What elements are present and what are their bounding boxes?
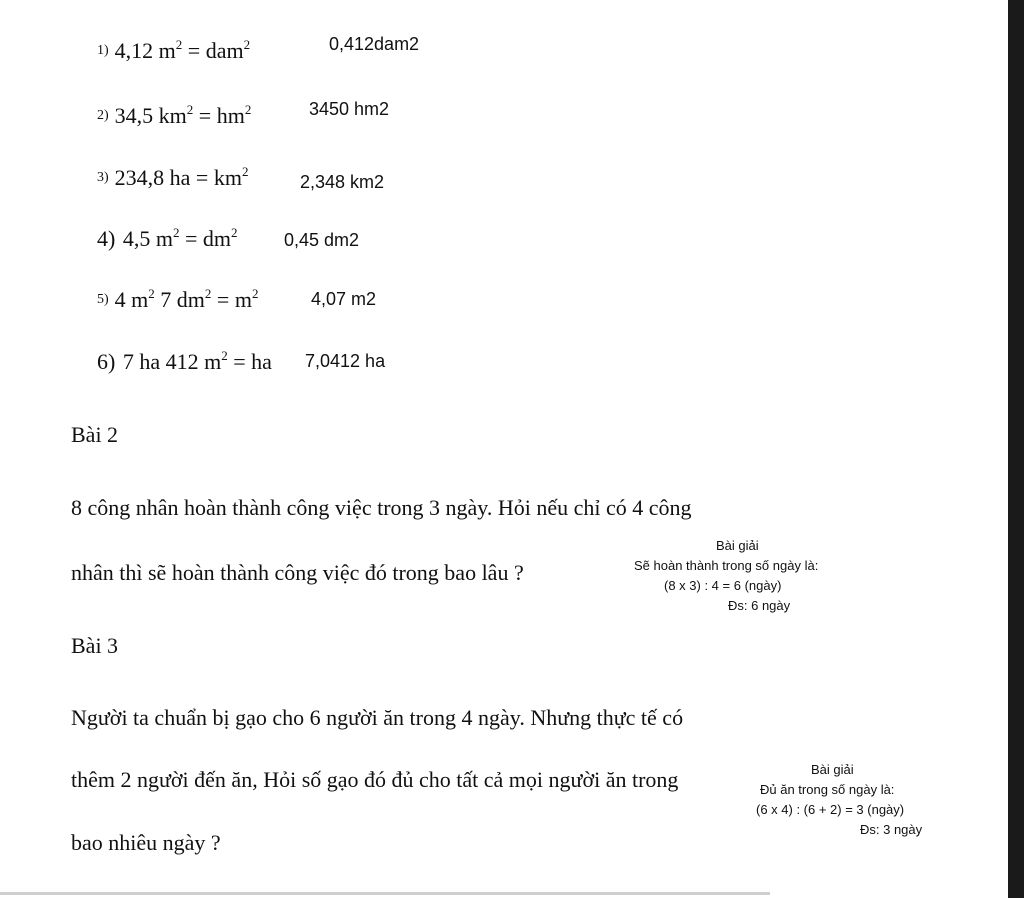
exercise1-item-5 <box>97 287 258 313</box>
solution-answer: Đs: 3 ngày <box>860 822 923 837</box>
item-lhs: 4 m <box>114 287 149 312</box>
item-rhs: 7 dm <box>154 287 205 312</box>
solution-line-2: (8 x 3) : 4 = 6 (ngày) <box>664 578 782 593</box>
bai3-problem-line-1: Người ta chuẩn bị gạo cho 6 người ăn trong 4 ngày. Nhưng thực tế có <box>71 705 684 730</box>
solution-title: Bài giải <box>811 762 854 777</box>
exercise1-answer-6: 7,0412 ha <box>305 351 386 371</box>
item-lhs: 7 ha 412 m <box>122 349 222 374</box>
solution-title: Bài giải <box>716 538 759 553</box>
superscript: 2 <box>230 225 238 240</box>
superscript: 2 <box>251 286 259 301</box>
item-number: 1) <box>97 43 109 58</box>
item-rhs: = ha <box>227 349 272 374</box>
superscript: 2 <box>148 286 155 301</box>
exercise1-answer-2: 3450 hm2 <box>309 99 390 119</box>
solution-line-1: Sẽ hoàn thành trong số ngày là: <box>634 558 819 573</box>
superscript: 2 <box>241 164 249 179</box>
exercise1-item-1 <box>97 38 250 64</box>
bai3-problem-line-3: bao nhiêu ngày ? <box>71 830 221 855</box>
exercise1-item-6 <box>97 349 272 375</box>
bai2-heading: Bài 2 <box>71 422 119 447</box>
superscript: 2 <box>186 102 194 117</box>
superscript: 2 <box>244 102 252 117</box>
item-number: 6) <box>97 349 116 374</box>
bai3-problem-line-2: thêm 2 người đến ăn, Hỏi số gạo đó đủ cho tất cả mọi người ăn trong <box>71 767 679 792</box>
bai2-solution <box>634 536 844 616</box>
item-lhs: 4,5 m <box>122 226 173 251</box>
exercise1-answer-5: 4,07 m2 <box>311 289 377 309</box>
item-number: 2) <box>97 108 109 123</box>
solution-answer: Đs: 6 ngày <box>728 598 791 613</box>
bai2-problem-line-2: nhân thì sẽ hoàn thành công việc đó trong bao lâu ? <box>71 560 524 585</box>
superscript: 2 <box>243 37 251 52</box>
superscript: 2 <box>175 37 183 52</box>
page-bottom-divider <box>0 892 770 895</box>
item-rhs: = dm <box>179 226 231 251</box>
item-number: 4) <box>97 226 116 251</box>
exercise1-answer-1: 0,412dam2 <box>329 34 420 54</box>
item-number: 5) <box>97 292 109 307</box>
solution-line-1: Đủ ăn trong số ngày là: <box>760 782 895 797</box>
exercise1-item-3 <box>97 165 248 191</box>
exercise1-answer-4: 0,45 dm2 <box>284 230 360 250</box>
item-lhs: 4,12 m <box>114 38 176 63</box>
solution-line-2: (6 x 4) : (6 + 2) = 3 (ngày) <box>756 802 905 817</box>
item-lhs: 34,5 km <box>114 103 187 128</box>
exercise1-item-4 <box>97 226 237 252</box>
exercise1-item-2 <box>97 103 251 129</box>
superscript: 2 <box>172 225 180 240</box>
bai3-heading: Bài 3 <box>71 633 119 658</box>
superscript: 2 <box>221 348 228 363</box>
item-tail: = m <box>211 287 252 312</box>
item-lhs: 234,8 ha = km <box>114 165 242 190</box>
bai2-problem-line-1: 8 công nhân hoàn thành công việc trong 3 ngày. Hỏi nếu chỉ có 4 công <box>71 495 692 520</box>
item-rhs: = hm <box>193 103 245 128</box>
exercise1-answer-3: 2,348 km2 <box>300 172 385 192</box>
item-number: 3) <box>97 170 109 185</box>
superscript: 2 <box>204 286 212 301</box>
item-rhs: = dam <box>182 38 244 63</box>
bai3-solution <box>756 760 956 840</box>
